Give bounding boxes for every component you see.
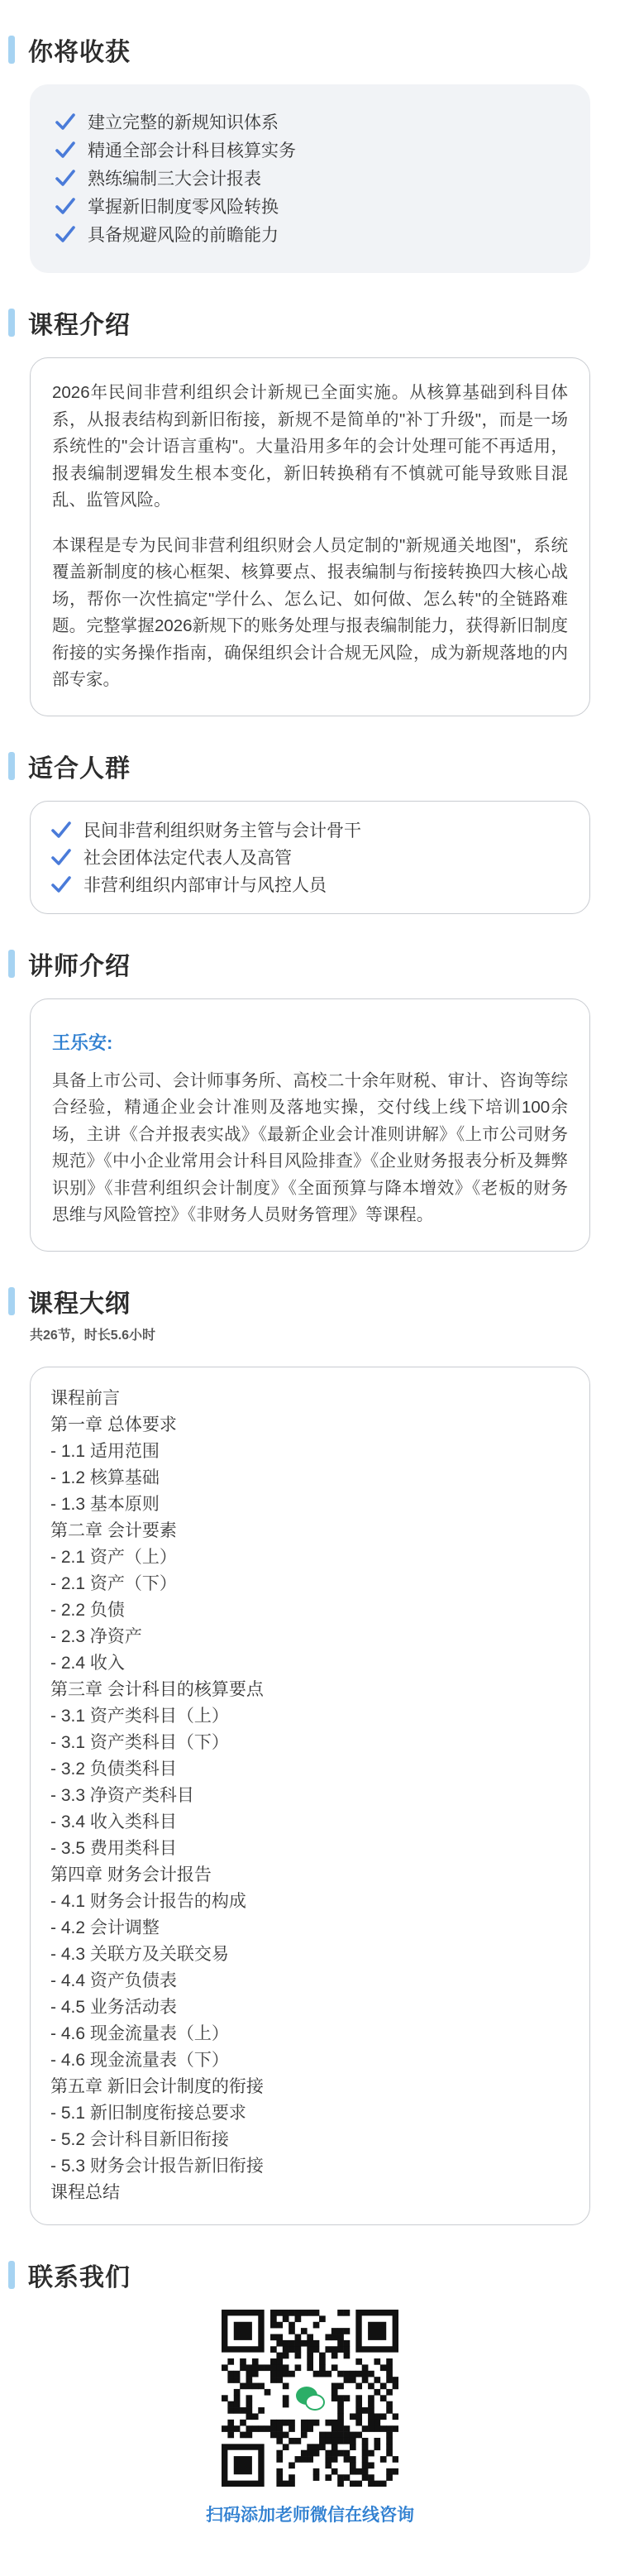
outline-lesson: - 1.2 核算基础	[50, 1468, 160, 1487]
section-title-audience	[30, 749, 590, 783]
check-icon	[50, 874, 72, 895]
teacher-card	[30, 998, 590, 1252]
outline-chapter: 第二章 会计要素	[50, 1520, 177, 1540]
section-heading: 课程介绍	[28, 312, 131, 339]
outline-lesson: - 3.1 资产类科目（下）	[50, 1732, 229, 1752]
check-icon	[50, 846, 72, 868]
gain-item	[55, 192, 565, 220]
section-heading: 适合人群	[28, 754, 131, 783]
outline-lesson: - 4.4 资产负债表	[50, 1970, 177, 1990]
gain-item	[55, 108, 565, 136]
outline-chapter: 第五章 新旧会计制度的衔接	[50, 2076, 264, 2096]
outline-lesson: - 3.5 费用类科目	[50, 1838, 177, 1858]
audience-item	[50, 844, 570, 871]
title-accent-bar	[8, 36, 15, 64]
audience-item-label: 社会团体法定代表人及高管	[83, 849, 292, 868]
check-icon	[55, 167, 76, 189]
audience-item-label: 非营利组织内部审计与风控人员	[83, 876, 327, 895]
gain-item-label: 熟练编制三大会计报表	[88, 170, 261, 189]
outline-lesson: - 2.4 收入	[50, 1653, 125, 1673]
outline-lesson: - 4.6 现金流量表（下）	[50, 2050, 229, 2070]
outline-lesson: - 3.1 资产类科目（上）	[50, 1706, 229, 1726]
outline-lesson: - 4.2 会计调整	[50, 1918, 160, 1937]
gain-item-label: 建立完整的新规知识体系	[88, 113, 279, 132]
title-accent-bar	[8, 2261, 15, 2289]
title-accent-bar	[8, 309, 15, 337]
outline-chapter: 课程前言	[50, 1388, 120, 1408]
intro-paragraph-2: 本课程是专为民间非营利组织财会人员定制的"新规通关地图"，系统覆盖新制度的核心框架、核算要点、报表编制与衔接转换四大核心战场，帮你一次性搞定"学什么、怎么记、如何做、怎么转"的全链路难题。完整掌握2026新规下的账务处理与报表编制能力，获得新旧制度衔接的实务操作指南，确保组织会计合规无风险，成为新规落地的内部专家。	[52, 535, 568, 689]
title-accent-bar	[8, 752, 15, 780]
check-icon	[55, 139, 76, 160]
outline-lesson: - 4.3 关联方及关联交易	[50, 1944, 229, 1964]
intro-paragraph-1: 2026年民间非营利组织会计新规已全面实施。从核算基础到科目体系，从报表结构到新旧衔接，新规不是简单的"补丁升级"，而是一场系统性的"会计语言重构"。大量沿用多年的会计处理可能不再适用，报表编制逻辑发生根本变化，新旧转换稍有不慎就可能导致账目混乱、监管风险。	[52, 383, 568, 510]
contact-block	[30, 2310, 590, 2526]
title-accent-bar	[8, 950, 15, 978]
outline-lesson: - 3.3 净资产类科目	[50, 1785, 194, 1805]
section-heading: 你将收获	[28, 39, 131, 66]
outline-lesson: - 2.3 净资产	[50, 1626, 142, 1646]
outline-lesson: - 2.1 资产（下）	[50, 1573, 177, 1593]
gain-item	[55, 164, 565, 192]
gain-item	[55, 136, 565, 164]
check-icon	[50, 819, 72, 840]
outline-lesson: - 5.1 新旧制度衔接总要求	[50, 2103, 246, 2123]
outline-card	[30, 1367, 590, 2225]
course-page	[0, 33, 620, 2576]
section-title-gains	[30, 33, 590, 66]
outline-lesson: - 5.3 财务会计报告新旧衔接	[50, 2156, 264, 2176]
check-icon	[55, 111, 76, 132]
section-title-contact	[30, 2258, 590, 2291]
gain-item-label: 具备规避风险的前瞻能力	[88, 226, 279, 245]
outline-lesson: - 3.4 收入类科目	[50, 1812, 177, 1831]
qr-code[interactable]	[222, 2310, 398, 2487]
outline-lesson: - 2.1 资产（上）	[50, 1547, 177, 1567]
outline-chapter: 第一章 总体要求	[50, 1415, 177, 1434]
section-heading: 联系我们	[28, 2263, 131, 2291]
outline-lesson: - 4.6 现金流量表（上）	[50, 2023, 229, 2043]
gains-box	[30, 84, 590, 273]
outline-chapter: 课程总结	[50, 2182, 120, 2202]
audience-item	[50, 816, 570, 844]
audience-item	[50, 871, 570, 898]
section-title-teacher	[30, 947, 590, 980]
section-heading: 讲师介绍	[28, 952, 131, 980]
section-title-outline	[30, 1285, 590, 1318]
intro-card	[30, 357, 590, 716]
outline-lesson: - 2.2 负债	[50, 1600, 125, 1620]
check-icon	[55, 195, 76, 217]
consult-text: 扫码添加老师微信在线咨询	[206, 2505, 414, 2525]
qr-code-graphic	[222, 2310, 398, 2487]
audience-item-label: 民间非营利组织财务主管与会计骨干	[83, 821, 361, 840]
outline-lesson: - 1.1 适用范围	[50, 1441, 160, 1461]
title-accent-bar	[8, 1287, 15, 1315]
section-title-intro	[30, 306, 590, 339]
gain-item-label: 精通全部会计科目核算实务	[88, 141, 296, 160]
outline-lesson: - 4.1 财务会计报告的构成	[50, 1891, 246, 1911]
outline-lesson: - 4.5 业务活动表	[50, 1997, 177, 2017]
section-heading: 课程大纲	[28, 1290, 131, 1318]
outline-lesson: - 1.3 基本原则	[50, 1494, 160, 1514]
outline-chapter: 第四章 财务会计报告	[50, 1865, 212, 1884]
audience-card	[30, 801, 590, 914]
outline-lesson: - 5.2 会计科目新旧衔接	[50, 2129, 229, 2149]
teacher-name: 王乐安:	[52, 1032, 113, 1053]
gain-item	[55, 220, 565, 248]
outline-lesson: - 3.2 负债类科目	[50, 1759, 177, 1779]
outline-meta: 共26节，时长5.6小时	[30, 1328, 156, 1343]
gain-item-label: 掌握新旧制度零风险转换	[88, 198, 279, 217]
teacher-bio: 具备上市公司、会计师事务所、高校二十余年财税、审计、咨询等综合经验，精通企业会计准则及落地实操，交付线上线下培训100余场，主讲《合并报表实战》《最新企业会计准则讲解》《上市公司财务规范》《中小企业常用会计科目风险排查》《企业财务报表分析及舞弊识别》《非营利组织会计制度》《全面预算与降本增效》《老板的财务思维与风险管控》《非财务人员财务管理》等课程。	[52, 1070, 568, 1224]
outline-chapter: 第三章 会计科目的核算要点	[50, 1679, 264, 1699]
check-icon	[55, 223, 76, 245]
